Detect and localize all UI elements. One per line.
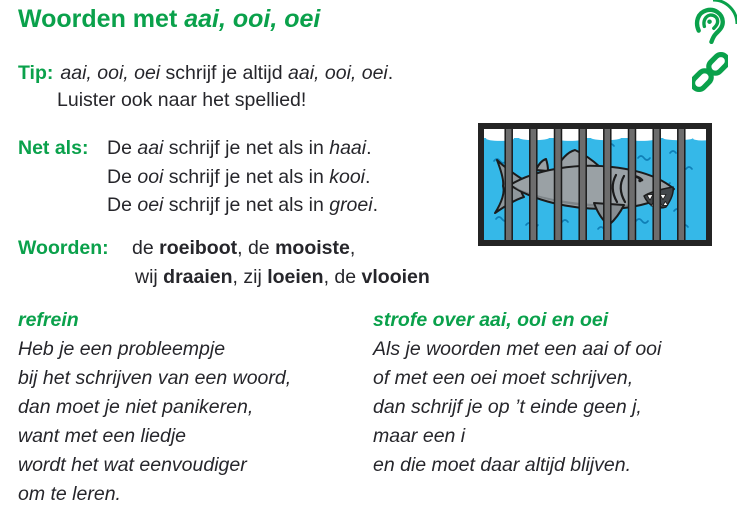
- woorden-label: Woorden:: [18, 237, 109, 259]
- page-title: [18, 5, 320, 34]
- woorden-section: [18, 234, 430, 291]
- strofe-line: Als je woorden met een aai of ooi: [373, 338, 662, 360]
- strofe-line: of met een oei moet schrijven,: [373, 367, 634, 389]
- refrain-line: want met een liedje: [18, 425, 187, 447]
- title-italic: aai, ooi, oei: [184, 5, 321, 33]
- strofe-heading: strofe over aai, ooi en oei: [373, 309, 609, 331]
- tip-line2: Luister ook naar het spellied!: [57, 89, 307, 111]
- netals-row: De aai schrijf je net als in haai.: [107, 137, 372, 159]
- netals-section: [18, 134, 378, 220]
- woorden-line1: de roeiboot, de mooiste,: [132, 237, 356, 259]
- tip-line1: Tip: aai, ooi, oei schrijf je altijd aai, ooi, oei.: [18, 62, 394, 84]
- link-icon[interactable]: [692, 48, 728, 96]
- refrain-line: wordt het wat eenvoudiger: [18, 454, 247, 476]
- title-text: Woorden met: [18, 5, 185, 33]
- refrain-line: om te leren.: [18, 483, 121, 505]
- strofe-line: en die moet daar altijd blijven.: [373, 454, 631, 476]
- refrain-line: Heb je een probleempje: [18, 338, 226, 360]
- listen-ear-icon[interactable]: [694, 6, 726, 44]
- netals-row: De ooi schrijf je net als in kooi.: [107, 165, 371, 188]
- shark-cage-image: [478, 123, 712, 246]
- shark-cage-illustration: [478, 123, 712, 246]
- refrain-column: [18, 306, 366, 509]
- netals-row: De oei schrijf je net als in groei.: [107, 194, 379, 216]
- strofe-line: dan schrijf je op ’t einde geen j,: [373, 396, 642, 418]
- tip-section: [18, 60, 393, 114]
- woorden-line2: wij draaien, zij loeien, de vlooien: [135, 265, 430, 288]
- strofe-line: maar een i: [373, 425, 466, 447]
- strofe-column: [373, 306, 731, 480]
- refrain-line: bij het schrijven van een woord,: [18, 367, 292, 389]
- refrain-line: dan moet je niet panikeren,: [18, 396, 254, 418]
- tip-label: Tip:: [18, 62, 54, 84]
- netals-label: Net als:: [18, 137, 89, 159]
- refrain-heading: refrein: [18, 309, 79, 331]
